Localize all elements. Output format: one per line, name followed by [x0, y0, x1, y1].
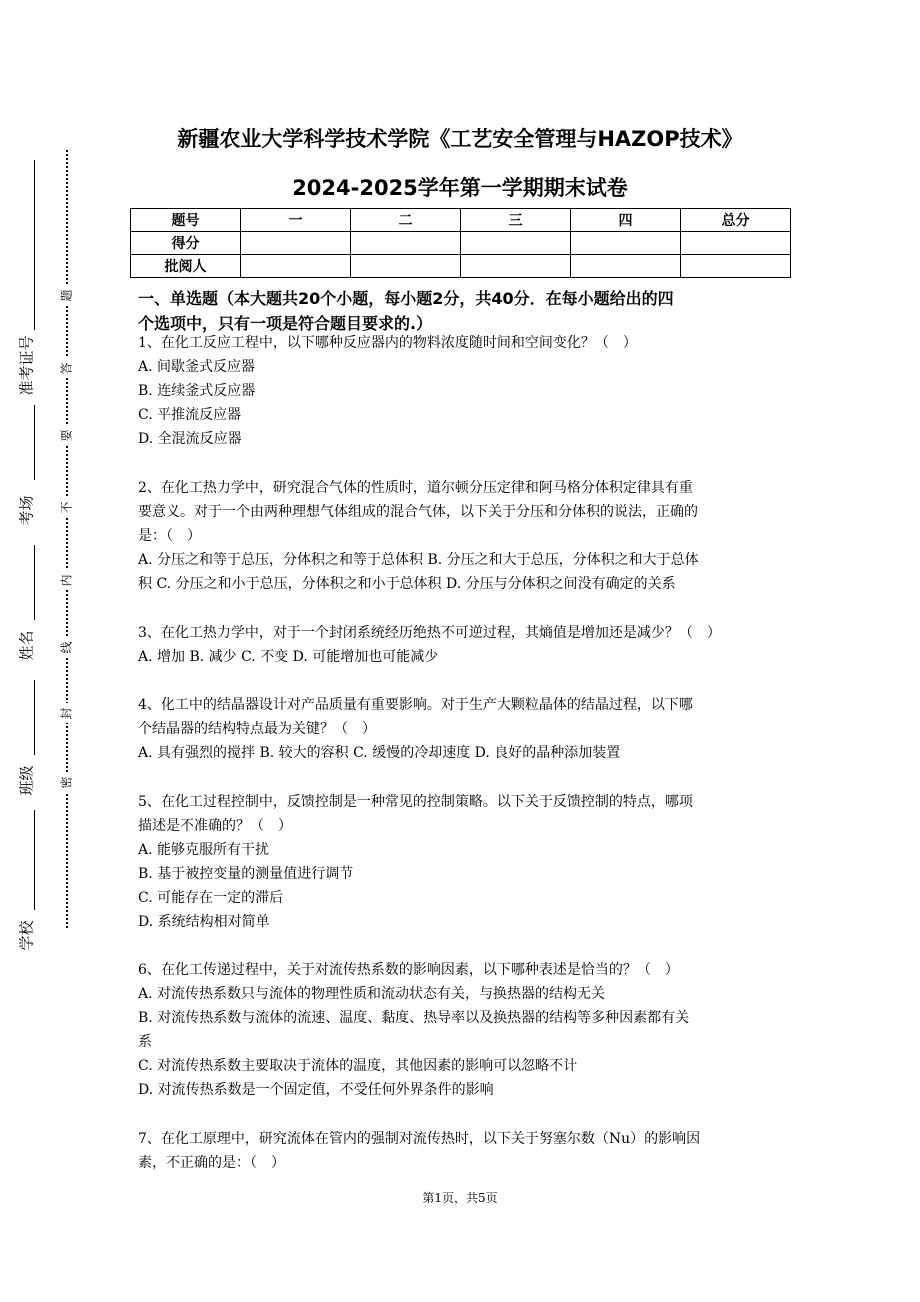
question-stem: 描述是不准确的？（ ）	[138, 818, 292, 834]
seal-char: 线	[56, 637, 76, 657]
score-cell[interactable]	[241, 232, 351, 255]
exam-subtitle: 2024-2025学年第一学期期末试卷	[292, 176, 628, 200]
option-b: B. 对流传热系数与流体的流速、温度、黏度、热导率以及换热器的结构等多种因素都有关	[138, 1010, 690, 1026]
question-stem: 个结晶器的结构特点最为关键？（ ）	[138, 721, 376, 737]
page-number: 第1页，共5页	[422, 1191, 498, 1205]
score-header-cell: 总分	[681, 209, 791, 232]
option-c: C. 对流传热系数主要取决于流体的温度，其他因素的影响可以忽略不计	[138, 1058, 578, 1074]
question-6	[138, 958, 788, 1102]
seal-char: 要	[56, 425, 76, 445]
question-stem: 6、在化工传递过程中，关于对流传热系数的影响因素，以下哪种表述是恰当的？（ ）	[138, 962, 679, 978]
options-line: 积 C. 分压之和小于总压，分体积之和小于总体积 D. 分压与分体积之间没有确定的关系	[138, 576, 676, 592]
score-header-cell: 四	[571, 209, 681, 232]
class-line	[34, 680, 35, 755]
score-table	[130, 208, 791, 278]
question-5	[138, 790, 788, 934]
question-stem: 3、在化工热力学中，对于一个封闭系统经历绝热不可逆过程，其熵值是增加还是减少？（ ）	[138, 625, 721, 641]
option-a: A. 能够克服所有干扰	[138, 842, 270, 858]
admission-number-line	[34, 160, 35, 330]
seal-char: 答	[56, 358, 76, 378]
question-stem: 7、在化工原理中，研究流体在管内的强制对流传热时，以下关于努塞尔数（Nu）的影响因	[138, 1131, 701, 1147]
option-b: B. 基于被控变量的测量值进行调节	[138, 866, 354, 882]
question-stem: 2、在化工热力学中，研究混合气体的性质时，道尔顿分压定律和阿马格分体积定律具有重	[138, 480, 693, 496]
score-cell[interactable]	[351, 232, 461, 255]
question-stem: 素，不正确的是：（ ）	[138, 1155, 285, 1171]
option-c: C. 平推流反应器	[138, 407, 242, 423]
score-table-row	[131, 232, 791, 255]
question-stem: 要意义。对于一个由两种理想气体组成的混合气体，以下关于分压和分体积的说法，正确的	[138, 504, 698, 520]
score-header-cell: 题号	[131, 209, 241, 232]
exam-title: 新疆农业大学科学技术学院《工艺安全管理与HAZOP技术》	[177, 127, 743, 151]
option-d: D. 系统结构相对简单	[138, 914, 270, 930]
score-table-header-row	[131, 209, 791, 232]
exam-room-line	[34, 405, 35, 480]
options-line: A. 分压之和等于总压，分体积之和等于总体积 B. 分压之和大于总压，分体积之和大于总体	[138, 552, 699, 568]
exam-room-field	[6, 480, 46, 540]
score-header-cell: 三	[461, 209, 571, 232]
seal-char: 题	[56, 285, 76, 305]
question-4	[138, 693, 788, 765]
question-2	[138, 476, 788, 596]
admission-number-label: 准考证号	[17, 334, 36, 396]
score-table-row	[131, 255, 791, 278]
options-line: A. 具有强烈的搅拌 B. 较大的容积 C. 缓慢的冷却速度 D. 良好的晶种添加装置	[138, 745, 621, 761]
name-line	[34, 545, 35, 620]
option-b: B. 连续釜式反应器	[138, 383, 256, 399]
score-cell[interactable]	[571, 232, 681, 255]
option-c: C. 可能存在一定的滞后	[138, 890, 284, 906]
school-field	[6, 910, 46, 960]
score-cell[interactable]	[571, 255, 681, 278]
binding-sidebar	[0, 0, 90, 1302]
seal-dotted-line	[66, 150, 68, 928]
option-a: A. 间歇釜式反应器	[138, 359, 256, 375]
question-stem: 1、在化工反应工程中，以下哪种反应器内的物料浓度随时间和空间变化？（ ）	[138, 335, 637, 351]
question-stem: 是：（ ）	[138, 528, 201, 544]
score-cell[interactable]	[681, 232, 791, 255]
section-heading	[138, 286, 788, 336]
option-d: D. 全混流反应器	[138, 431, 242, 447]
option-d: D. 对流传热系数是一个固定值，不受任何外界条件的影响	[138, 1082, 494, 1098]
name-label: 姓名	[17, 629, 36, 661]
seal-char: 不	[56, 497, 76, 517]
class-field	[6, 755, 46, 805]
admission-number-field	[6, 330, 46, 400]
score-row-label: 批阅人	[131, 255, 241, 278]
seal-char: 密	[56, 772, 76, 792]
score-cell[interactable]	[681, 255, 791, 278]
score-header-cell: 一	[241, 209, 351, 232]
option-b-cont: 系	[138, 1034, 152, 1050]
seal-char: 封	[56, 703, 76, 723]
question-7	[138, 1127, 788, 1175]
option-a: A. 对流传热系数只与流体的物理性质和流动状态有关，与换热器的结构无关	[138, 986, 606, 1002]
exam-room-label: 考场	[17, 494, 36, 526]
score-cell[interactable]	[241, 255, 351, 278]
question-stem: 4、化工中的结晶器设计对产品质量有重要影响。对于生产大颗粒晶体的结晶过程，以下哪	[138, 697, 693, 713]
score-cell[interactable]	[351, 255, 461, 278]
school-line	[34, 810, 35, 910]
score-cell[interactable]	[461, 232, 571, 255]
score-header-cell: 二	[351, 209, 461, 232]
question-3	[138, 621, 788, 669]
name-field	[6, 620, 46, 670]
section-heading-line: 个选项中，只有一项是符合题目要求的.）	[138, 314, 433, 333]
seal-char: 内	[56, 570, 76, 590]
score-cell[interactable]	[461, 255, 571, 278]
question-1	[138, 331, 788, 451]
score-row-label: 得分	[131, 232, 241, 255]
class-label: 班级	[17, 764, 36, 796]
options-line: A. 增加 B. 减少 C. 不变 D. 可能增加也可能减少	[138, 649, 439, 665]
question-stem: 5、在化工过程控制中，反馈控制是一种常见的控制策略。以下关于反馈控制的特点，哪项	[138, 794, 693, 810]
school-label: 学校	[17, 919, 36, 951]
section-heading-line: 一、单选题（本大题共20个小题，每小题2分，共40分．在每小题给出的四	[138, 289, 674, 308]
